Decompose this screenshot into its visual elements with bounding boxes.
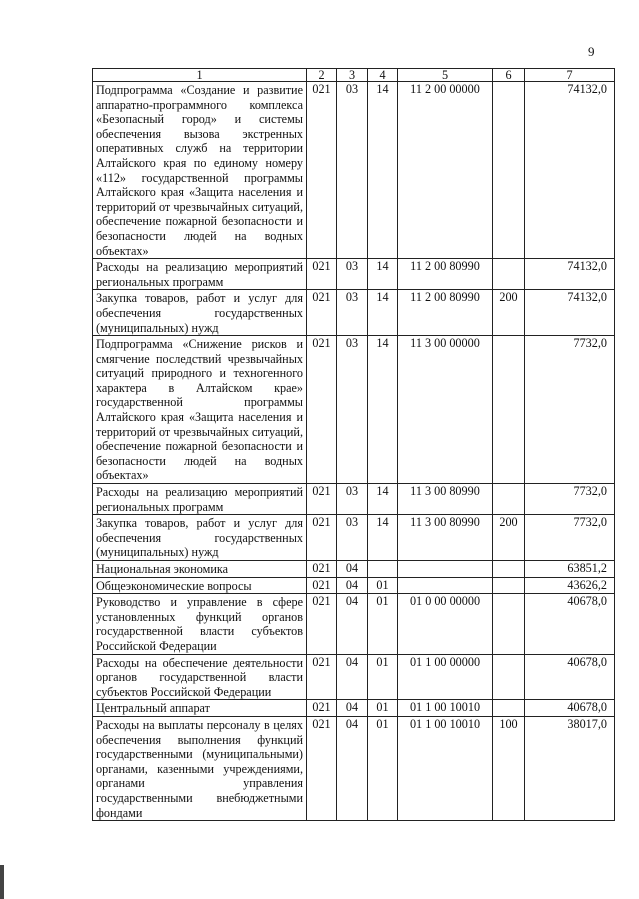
cell-subsection (368, 561, 398, 578)
cell-target-item: 11 3 00 80990 (398, 484, 493, 515)
cell-target-item: 01 0 00 00000 (398, 594, 493, 654)
cell-target-item (398, 561, 493, 578)
cell-expense-type (493, 484, 525, 515)
cell-admin-code: 021 (307, 484, 337, 515)
cell-section: 03 (337, 82, 368, 259)
cell-admin-code: 021 (307, 290, 337, 336)
cell-subsection: 01 (368, 716, 398, 820)
table-row (93, 259, 615, 290)
row-name: Расходы на реализацию мероприятий региональных программ (93, 484, 307, 515)
table-row (93, 515, 615, 561)
table-row (93, 594, 615, 654)
cell-amount: 40678,0 (525, 700, 615, 717)
cell-section: 04 (337, 577, 368, 594)
table-row (93, 561, 615, 578)
cell-expense-type (493, 561, 525, 578)
column-header: 1 (93, 69, 307, 82)
cell-admin-code: 021 (307, 336, 337, 484)
row-name: Закупка товаров, работ и услуг для обеспечения государственных (муниципальных) нужд (93, 515, 307, 561)
cell-section: 03 (337, 290, 368, 336)
cell-expense-type (493, 577, 525, 594)
budget-table (92, 68, 615, 821)
header-row (93, 69, 615, 82)
cell-target-item: 11 2 00 80990 (398, 290, 493, 336)
cell-amount: 63851,2 (525, 561, 615, 578)
column-header: 6 (493, 69, 525, 82)
cell-expense-type (493, 259, 525, 290)
cell-subsection: 14 (368, 82, 398, 259)
row-name: Общеэкономические вопросы (93, 577, 307, 594)
cell-amount: 40678,0 (525, 654, 615, 700)
cell-subsection: 14 (368, 290, 398, 336)
cell-amount: 40678,0 (525, 594, 615, 654)
row-name: Расходы на выплаты персоналу в целях обеспечения выполнения функций государственными (муниципальными) органами, казенными учреждениями, органами управления государственными внебюджетными фондами (93, 716, 307, 820)
cell-target-item: 11 2 00 80990 (398, 259, 493, 290)
cell-admin-code: 021 (307, 515, 337, 561)
cell-target-item: 01 1 00 10010 (398, 700, 493, 717)
cell-subsection: 01 (368, 700, 398, 717)
table-header (93, 69, 615, 82)
column-header: 2 (307, 69, 337, 82)
cell-amount: 74132,0 (525, 259, 615, 290)
cell-expense-type (493, 336, 525, 484)
cell-subsection: 14 (368, 259, 398, 290)
cell-section: 03 (337, 336, 368, 484)
cell-expense-type: 100 (493, 716, 525, 820)
row-name: Национальная экономика (93, 561, 307, 578)
table-row (93, 716, 615, 820)
cell-subsection: 01 (368, 594, 398, 654)
table-body (93, 82, 615, 821)
cell-expense-type (493, 654, 525, 700)
cell-section: 04 (337, 594, 368, 654)
cell-amount: 7732,0 (525, 515, 615, 561)
row-name: Расходы на обеспечение деятельности органов государственной власти субъектов Российской Федерации (93, 654, 307, 700)
table-row (93, 577, 615, 594)
cell-expense-type (493, 700, 525, 717)
cell-admin-code: 021 (307, 561, 337, 578)
row-name: Центральный аппарат (93, 700, 307, 717)
column-header: 3 (337, 69, 368, 82)
cell-expense-type: 200 (493, 515, 525, 561)
cell-amount: 43626,2 (525, 577, 615, 594)
cell-subsection: 14 (368, 515, 398, 561)
cell-expense-type: 200 (493, 290, 525, 336)
row-name: Руководство и управление в сфере установленных функций органов государственной власти субъектов Российской Федерации (93, 594, 307, 654)
cell-admin-code: 021 (307, 82, 337, 259)
cell-section: 04 (337, 561, 368, 578)
cell-expense-type (493, 594, 525, 654)
cell-expense-type (493, 82, 525, 259)
cell-subsection: 01 (368, 577, 398, 594)
table-row (93, 484, 615, 515)
page-number: 9 (588, 44, 595, 59)
cell-subsection: 01 (368, 654, 398, 700)
table-row (93, 654, 615, 700)
scan-edge-mark (0, 865, 4, 899)
column-header: 7 (525, 69, 615, 82)
column-header: 5 (398, 69, 493, 82)
cell-target-item: 11 3 00 80990 (398, 515, 493, 561)
cell-target-item: 11 2 00 00000 (398, 82, 493, 259)
cell-target-item: 01 1 00 10010 (398, 716, 493, 820)
cell-admin-code: 021 (307, 700, 337, 717)
cell-section: 03 (337, 515, 368, 561)
row-name: Подпрограмма «Снижение рисков и смягчение последствий чрезвычайных ситуаций природного и техногенного характера в Алтайском крае» государственной программы Алтайского края «Защита населения и территорий от чрезвычайных ситуаций, обеспечение пожарной безопасности и безопасности людей на водных объектах» (93, 336, 307, 484)
table-row (93, 82, 615, 259)
cell-target-item: 01 1 00 00000 (398, 654, 493, 700)
cell-admin-code: 021 (307, 654, 337, 700)
cell-amount: 7732,0 (525, 336, 615, 484)
cell-section: 03 (337, 484, 368, 515)
row-name: Закупка товаров, работ и услуг для обеспечения государственных (муниципальных) нужд (93, 290, 307, 336)
cell-section: 04 (337, 700, 368, 717)
cell-section: 04 (337, 654, 368, 700)
table-row (93, 700, 615, 717)
cell-section: 03 (337, 259, 368, 290)
table-row (93, 336, 615, 484)
table-row (93, 290, 615, 336)
column-header: 4 (368, 69, 398, 82)
cell-admin-code: 021 (307, 577, 337, 594)
cell-admin-code: 021 (307, 716, 337, 820)
cell-admin-code: 021 (307, 594, 337, 654)
cell-amount: 74132,0 (525, 290, 615, 336)
cell-subsection: 14 (368, 336, 398, 484)
row-name: Подпрограмма «Создание и развитие аппаратно-программного комплекса «Безопасный город» и системы обеспечения вызова экстренных оперативных служб на территории Алтайского края по единому номеру «112» государственной программы Алтайского края «Защита населения и территорий от чрезвычайных ситуаций, обеспечение пожарной безопасности и безопасности людей на водных объектах» (93, 82, 307, 259)
row-name: Расходы на реализацию мероприятий региональных программ (93, 259, 307, 290)
cell-admin-code: 021 (307, 259, 337, 290)
cell-target-item (398, 577, 493, 594)
cell-section: 04 (337, 716, 368, 820)
cell-amount: 7732,0 (525, 484, 615, 515)
cell-target-item: 11 3 00 00000 (398, 336, 493, 484)
cell-amount: 74132,0 (525, 82, 615, 259)
cell-subsection: 14 (368, 484, 398, 515)
cell-amount: 38017,0 (525, 716, 615, 820)
